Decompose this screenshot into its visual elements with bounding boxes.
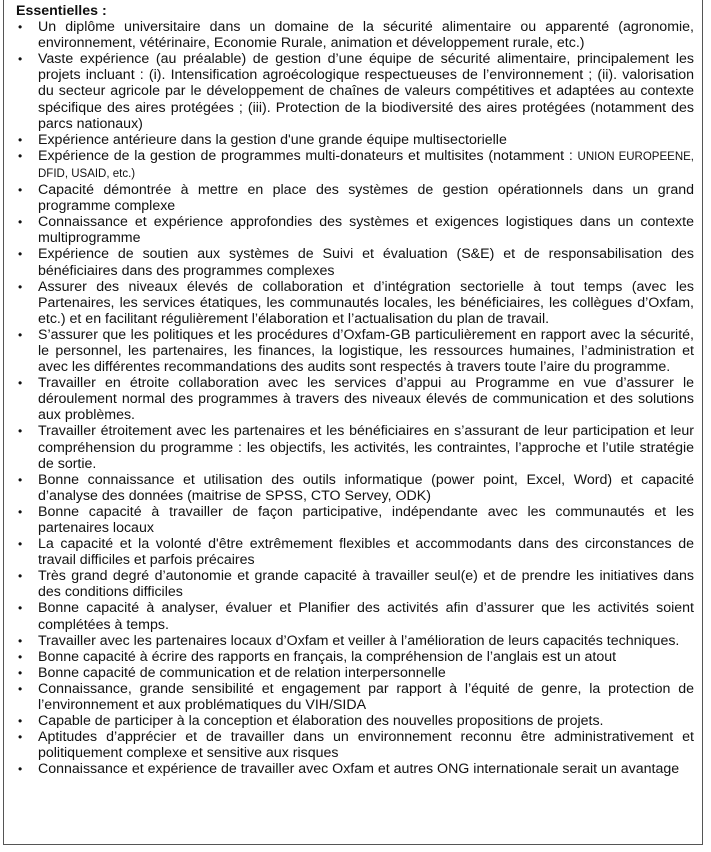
list-item: • Connaissance et expérience de travailler avec Oxfam et autres ONG internationale serait un avantage (18, 761, 680, 778)
bullet-icon: • (18, 601, 23, 616)
bullet-icon: • (18, 20, 23, 35)
list-item: • Bonne capacité à travailler de façon participative, indépendante avec les communautés et les partenaires locaux (18, 503, 694, 536)
bullet-icon: • (18, 762, 23, 777)
bullet-icon: • (18, 633, 23, 648)
list-item: • Aptitudes d’apprécier et de travailler dans un environnement reconnu être administrativement et politiquement complexe et sensitive aux risques (18, 729, 694, 762)
list-item: • Connaissance et expérience approfondies des systèmes et exigences logistiques dans un contexte multiprogramme (18, 214, 694, 247)
list-item: • Capacité démontrée à mettre en place des systèmes de gestion opérationnels dans un grand programme complexe (18, 182, 694, 215)
list-item: • Expérience antérieure dans la gestion d'une grande équipe multisectorielle (18, 131, 507, 148)
list-item: • La capacité et la volonté d'être extrêmement flexibles et accommodants dans des circonstances de travail difficiles et parfois précaires (18, 536, 694, 569)
bullet-icon: • (18, 681, 23, 696)
list-item: • Un diplôme universitaire dans un domaine de la sécurité alimentaire ou apparenté (agronomie, environnement, vétérinaire, Economie Rurale, animation et développement rurale, etc.) (18, 19, 694, 52)
bullet-icon: • (18, 472, 23, 487)
bullet-icon: • (18, 730, 23, 745)
list-item: • Bonne capacité à écrire des rapports en français, la compréhension de l’anglais est un atout (18, 648, 617, 665)
bullet-icon: • (18, 665, 23, 680)
list-item: • Connaissance, grande sensibilité et engagement par rapport à l’équité de genre, la protection de l’environnement et aux problématiques du VIH/SIDA (18, 680, 694, 714)
list-item: • Travailler avec les partenaires locaux d’Oxfam et veiller à l’amélioration de leurs capacités techniques. (18, 632, 680, 649)
bullet-icon: • (18, 148, 23, 163)
requirements-box (3, 0, 703, 845)
list-item: • Capable de participer à la conception et élaboration des nouvelles propositions de projets. (18, 713, 604, 730)
list-item: • Expérience de la gestion de programmes multi-donateurs et multisites (notamment : UNION EUROPEENE, DFID, USAID, etc.) (18, 147, 694, 180)
bullet-icon: • (18, 247, 23, 262)
list-item: • Bonne capacité de communication et de relation interpersonnelle (18, 664, 446, 681)
requirements-list (16, 19, 694, 777)
bullet-icon: • (18, 327, 23, 342)
list-item: • Vaste expérience (au préalable) de gestion d’une équipe de sécurité alimentaire, principalement les projets incluant : (i). Intensification agroécologique respectueuses de l’environnement ; (ii). valorisation du secteur agricole par le développement de chaînes de valeurs compétitives et adaptées au contexte spécifique des aires protégées ; (iii). Protection de la biodiversité des aires protégées (notamment des parcs nationaux) (18, 51, 694, 132)
bullet-icon: • (18, 376, 23, 391)
bullet-icon: • (18, 52, 23, 67)
bullet-icon: • (18, 504, 23, 519)
bullet-icon: • (18, 569, 23, 584)
bullet-icon: • (18, 183, 23, 198)
bullet-icon: • (18, 279, 23, 294)
bullet-icon: • (18, 424, 23, 439)
bullet-icon: • (18, 215, 23, 230)
list-item: • Travailler en étroite collaboration avec les services d’appui au Programme en vue d’assurer le déroulement normal des programmes à travers des niveaux élevés de communication et des solutions aux problèmes. (18, 375, 694, 424)
list-item: • S’assurer que les politiques et les procédures d’Oxfam-GB particulièrement en rapport avec la sécurité, le personnel, les partenaires, les finances, la logistique, les ressources humaines, l’administration et avec les différentes recommandations des audits sont respectés à travers toute l’aire du programme. (18, 326, 694, 376)
section-heading: Essentielles : (16, 3, 107, 19)
list-item: • Bonne connaissance et utilisation des outils informatique (power point, Excel, Word) et capacité d’analyse des données (maitrise de SPSS, CTO Servey, ODK) (18, 471, 694, 504)
bullet-icon: • (18, 537, 23, 552)
list-item: • Assurer des niveaux élevés de collaboration et d’intégration sectorielle à tout temps (avec les Partenaires, les services étatiques, les communautés locales, les bénéficiaires, les collègues d’Oxfam, etc.) et en facilitant régulièrement l’élaboration et l’actualisation du plan de travail. (18, 278, 694, 327)
list-item: • Travailler étroitement avec les partenaires et les bénéficiaires en s’assurant de leur participation et leur compréhension du programme : les objectifs, les activités, les contraintes, l’approche et l’utile stratégie de sortie. (18, 423, 694, 472)
list-item: • Expérience de soutien aux systèmes de Suivi et évaluation (S&E) et de responsabilisation des bénéficiaires dans des programmes complexes (18, 246, 694, 279)
bullet-icon: • (18, 649, 23, 664)
bullet-icon: • (18, 132, 23, 147)
list-item: • Très grand degré d’autonomie et grande capacité à travailler seul(e) et de prendre les initiatives dans des conditions difficiles (18, 568, 694, 601)
list-item: • Bonne capacité à analyser, évaluer et Planifier des activités afin d’assurer que les activités soient complétées à temps. (18, 600, 694, 633)
bullet-icon: • (18, 714, 23, 729)
